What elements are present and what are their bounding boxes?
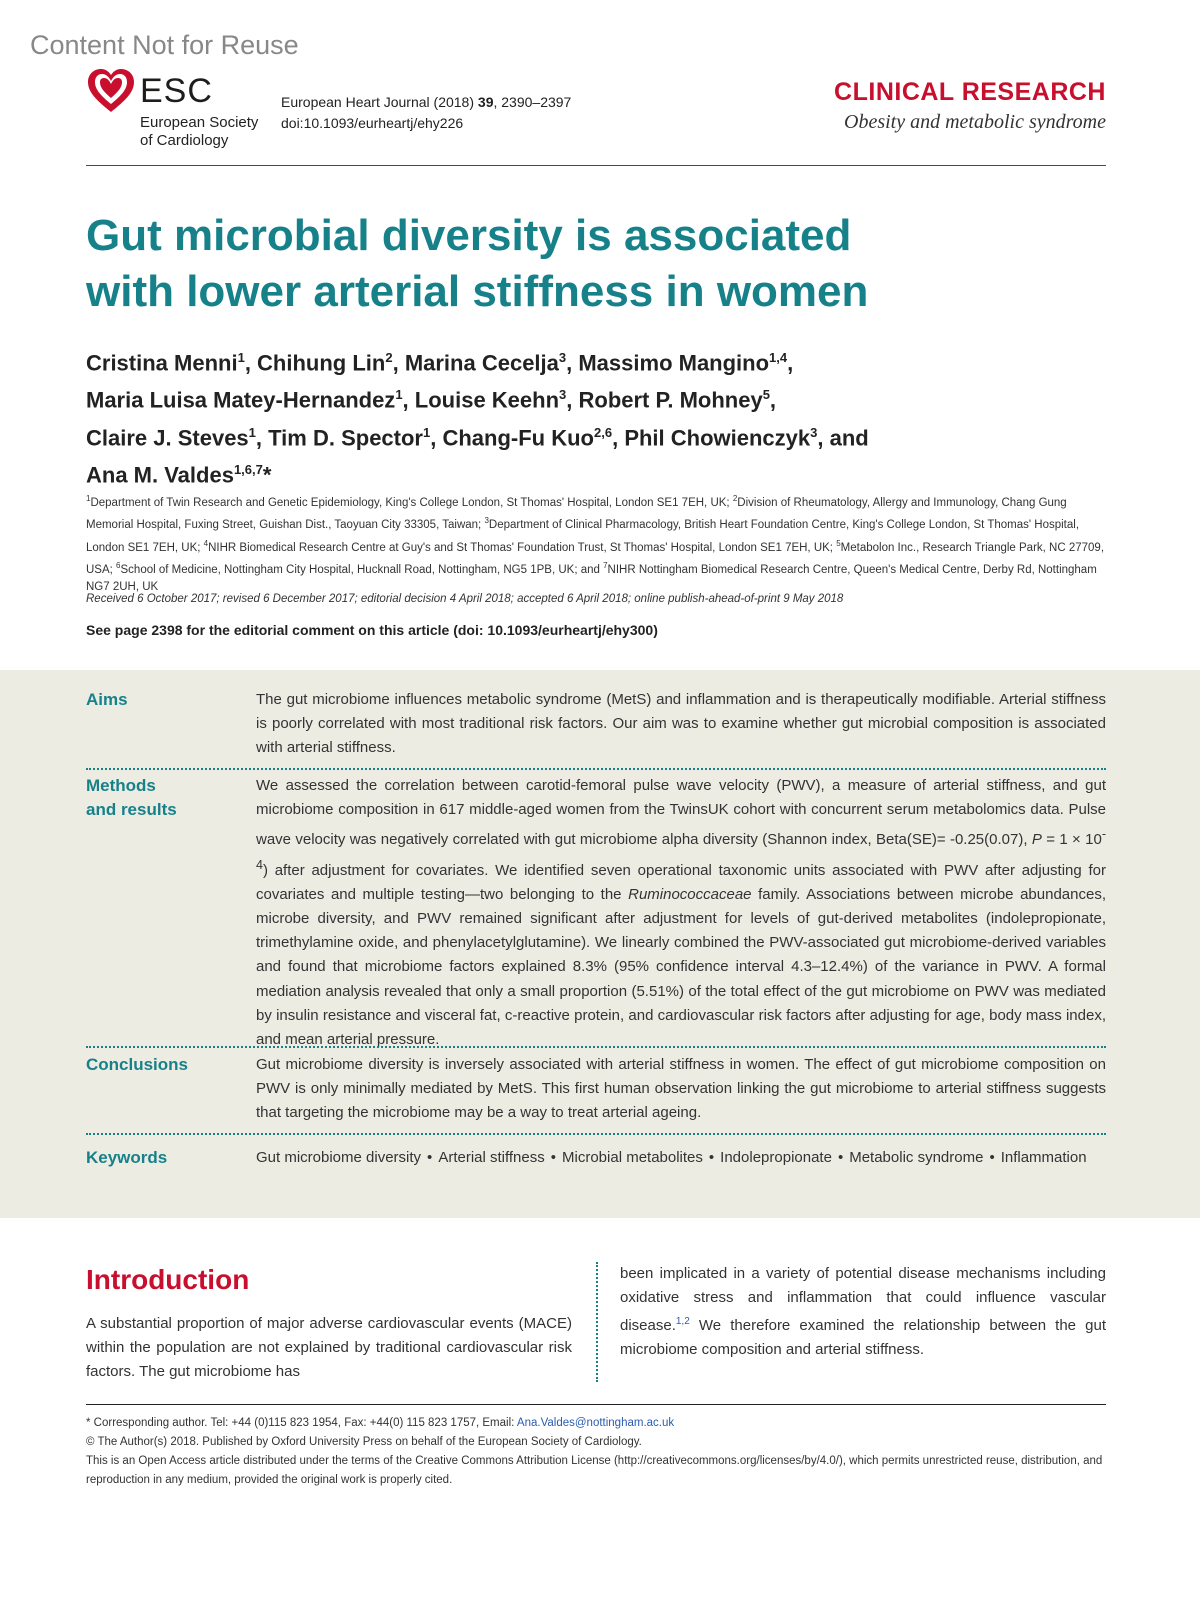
introduction-heading: Introduction xyxy=(86,1264,250,1295)
affiliation-number: 7 xyxy=(603,560,608,570)
author-separator: , and xyxy=(817,424,869,450)
title-line-2: with lower arterial stiffness in women xyxy=(86,267,869,316)
author-separator: , xyxy=(787,350,794,376)
journal-pages: , 2390–2397 xyxy=(493,94,572,110)
watermark: Content Not for Reuse xyxy=(30,30,299,60)
author-name: Cristina Menni xyxy=(86,350,238,376)
header-divider xyxy=(86,165,1106,166)
column-divider xyxy=(596,1262,598,1382)
author-affiliation-ref: 1 xyxy=(248,424,256,440)
author-name: Marina Cecelja xyxy=(404,350,559,376)
article-title xyxy=(86,208,1046,320)
section-label xyxy=(834,78,1106,134)
author-name: Robert P. Mohney xyxy=(578,387,763,413)
author-separator: , xyxy=(255,424,269,450)
author-name: Claire J. Steves xyxy=(86,424,249,450)
editorial-note[interactable]: See page 2398 for the editorial comment on this article (doi: 10.1093/eurheartj/ehy300) xyxy=(86,622,658,638)
author-affiliation-ref: 3 xyxy=(559,387,567,403)
aims-text: The gut microbiome influences metabolic syndrome (MetS) and inflammation and is therapeutically modifiable. Arterial stiffness is poorly correlated with most traditional risk factors. Our aim was to examine whether gut microbial composition is associated with arterial stiffness. xyxy=(256,691,1106,757)
author-name: Phil Chowienczyk xyxy=(624,424,811,450)
keyword-separator: • xyxy=(708,1149,715,1166)
keyword: Indolepropionate xyxy=(720,1149,832,1166)
author-separator: * xyxy=(262,462,272,488)
affiliation-number: 2 xyxy=(732,494,738,503)
affiliation-text: Department of Clinical Pharmacology, British Heart Foundation Centre, King's College London, St Thomas' Hospital, London SE1 7EH, UK; xyxy=(86,519,1080,554)
author-affiliation-ref: 1,6,7 xyxy=(233,461,263,477)
abstract-divider xyxy=(86,1046,1106,1048)
author-separator: , xyxy=(566,387,579,413)
section-title: CLINICAL RESEARCH xyxy=(834,78,1106,106)
author-affiliation-ref: 1 xyxy=(423,424,431,440)
affiliation-text: NIHR Biomedical Research Centre at Guy's and St Thomas' Foundation Trust, St Thomas' Hospital, London SE1 7EH, UK; xyxy=(208,541,837,554)
author-affiliation-ref: 1 xyxy=(237,350,245,365)
affiliation-number: 4 xyxy=(203,538,209,548)
org-line-2: of Cardiology xyxy=(140,132,229,149)
author-separator: , xyxy=(392,350,405,376)
author-name: Chihung Lin xyxy=(257,350,386,376)
affiliation-text: Department of Twin Research and Genetic Epidemiology, King's College London, St Thomas' Hospital, London SE1 7EH, UK; xyxy=(90,496,733,509)
author-name: Ana M. Valdes xyxy=(86,462,234,488)
affiliations xyxy=(86,490,1106,597)
introduction-left-column: A substantial proportion of major adverse cardiovascular events (MACE) within the population are not explained by traditional cardiovascular risk factors. The gut microbiome has xyxy=(86,1315,572,1380)
methods-label xyxy=(86,774,246,822)
author-affiliation-ref: 2 xyxy=(385,350,393,365)
author-separator: , xyxy=(612,424,625,450)
affiliation-number: 6 xyxy=(116,560,121,570)
author-separator: , xyxy=(769,387,777,413)
license: This is an Open Access article distributed under the terms of the Creative Commons Attribution License (http://creativecommons.org/licenses/by/4.0/), which permits unrestricted reuse, distribution, and reproduction in any medium, provided the original work is properly cited. xyxy=(86,1455,1103,1486)
author-separator: , xyxy=(402,387,415,413)
journal-volume: 39 xyxy=(477,94,494,110)
author-separator: , xyxy=(244,350,258,376)
author-affiliation-ref: 3 xyxy=(558,350,567,365)
conclusions-text: Gut microbiome diversity is inversely associated with arterial stiffness in women. The effect of gut microbiome composition on PWV is only minimally mediated by MetS. This first human observation linking the gut microbiome to arterial stiffness suggests that targeting the microbiome may be a way to treat arterial ageing. xyxy=(256,1056,1106,1122)
keyword: Inflammation xyxy=(1000,1149,1087,1166)
esc-logo[interactable] xyxy=(86,68,286,158)
journal-doi[interactable]: doi:10.1093/eurheartj/ehy226 xyxy=(281,115,464,131)
keyword-separator: • xyxy=(427,1149,433,1166)
affiliation-number: 5 xyxy=(836,538,841,548)
keywords-label: Keywords xyxy=(86,1148,168,1167)
affiliation-text: Metabolon Inc., Research Triangle Park, NC 27709, USA; xyxy=(86,541,1105,576)
author-list xyxy=(86,342,1086,491)
section-subtitle: Obesity and metabolic syndrome xyxy=(844,111,1106,133)
page-header xyxy=(86,64,1106,174)
author-affiliation-ref: 1 xyxy=(395,387,403,403)
keywords-list xyxy=(256,1146,1106,1170)
corresponding-author: * Corresponding author. Tel: +44 (0)115 823 1954, Fax: +44(0) 115 823 1757, Email: Ana.Valdes@nottingham.ac.uk xyxy=(86,1417,675,1429)
methods-label-line-2: and results xyxy=(86,800,177,819)
author-affiliation-ref: 5 xyxy=(762,387,770,403)
affiliation-number: 1 xyxy=(86,494,91,503)
keyword: Microbial metabolites xyxy=(562,1149,703,1166)
journal-name: European Heart Journal (2018) xyxy=(281,94,475,110)
keyword-separator: • xyxy=(989,1149,995,1166)
org-line-1: European Society xyxy=(140,114,259,131)
author-name: Chang-Fu Kuo xyxy=(442,424,594,450)
methods-text: We assessed the correlation between carotid-femoral pulse wave velocity (PWV), a measure of arterial stiffness, and gut microbiome composition in 617 middle-aged women from the TwinsUK cohort with concurrent serum metabolomics data. Pulse wave velocity was negatively correlated with gut microbiome alpha diversity (Shannon index, Beta(SE)= -0.25(0.07), $P = 1 \times 10^{-4}$) after adjustment for covariates. We identified seven operational taxonomic units associated with PWV after adjusting for covariates and multiple testing—two belonging to the Ruminococcaceae family. Associations between microbe abundances, microbe diversity, and PWV remained significant after adjustment for levels of gut-derived metabolites (indolepropionate, trimethylamine oxide, and phenylacetylglutamine). We linearly combined the PWV-associated gut microbiome-derived variables and found that microbiome factors explained 8.3% (95% confidence interval 4.3–12.4%) of the variance in PWV. A formal mediation analysis revealed that only a small proportion (5.51%) of the total effect of the gut microbiome on PWV was mediated by insulin resistance and visceral fat, c-reactive protein, and cardiovascular risk factors after adjusting for age, body mass index, and mean arterial pressure. xyxy=(256,777,1106,1049)
keyword: Gut microbiome diversity xyxy=(256,1149,422,1166)
author-name: Massimo Mangino xyxy=(578,350,770,376)
author-separator: , xyxy=(430,424,443,450)
logo-wordmark: ESC xyxy=(140,72,213,110)
introduction-right-column: been implicated in a variety of potential disease mechanisms including oxidative stress and inflammation that could influence vascular disease.$^{1,2}$ We therefore examined the relationship between the gut microbiome composition and arterial stiffness. xyxy=(620,1265,1106,1358)
methods-label-line-1: Methods xyxy=(86,776,156,795)
author-name: Tim D. Spector xyxy=(268,424,423,450)
footnote-divider xyxy=(86,1404,1106,1405)
author-affiliation-ref: 2,6 xyxy=(594,424,613,440)
affiliation-number: 3 xyxy=(484,516,489,526)
abstract-divider xyxy=(86,768,1106,770)
author-affiliation-ref: 1,4 xyxy=(769,350,788,365)
org-name xyxy=(140,114,258,150)
author-name: Maria Luisa Matey-Hernandez xyxy=(86,387,396,413)
affiliation-text: Division of Rheumatology, Allergy and Immunology, Chang Gung Memorial Hospital, Fuxing Street, Guishan Dist., Taoyuan City 33305, Taiwan; xyxy=(86,496,1067,532)
email-link[interactable]: Ana.Valdes@nottingham.ac.uk xyxy=(516,1417,675,1429)
keyword-separator: • xyxy=(837,1149,844,1166)
citation-ref[interactable]: 1,2 xyxy=(675,1316,690,1327)
journal-citation xyxy=(281,92,571,134)
conclusions-label: Conclusions xyxy=(86,1055,189,1074)
keyword-separator: • xyxy=(550,1149,557,1166)
abstract-divider xyxy=(86,1133,1106,1135)
author-affiliation-ref: 3 xyxy=(810,424,818,440)
copyright: © The Author(s) 2018. Published by Oxford University Press on behalf of the European Society of Cardiology. xyxy=(86,1436,642,1448)
aims-label: Aims xyxy=(86,690,128,709)
keyword: Metabolic syndrome xyxy=(849,1149,984,1166)
affiliation-text: School of Medicine, Nottingham City Hospital, Hucknall Road, Nottingham, NG5 1PB, UK; and xyxy=(120,563,604,576)
title-line-1: Gut microbial diversity is associated xyxy=(86,211,852,260)
affiliation-text: NIHR Nottingham Biomedical Research Centre, Queen's Medical Centre, Derby Rd, Nottingham NG7 2UH, UK xyxy=(86,563,1097,594)
author-separator: , xyxy=(566,350,579,376)
keyword: Arterial stiffness xyxy=(438,1149,545,1166)
footnotes xyxy=(86,1414,1106,1490)
article-dates: Received 6 October 2017; revised 6 December 2017; editorial decision 4 April 2018; accepted 6 April 2018; online publish-ahead-of-print 9 May 2018 xyxy=(86,593,844,605)
heart-icon xyxy=(86,68,136,114)
author-name: Louise Keehn xyxy=(414,387,560,413)
